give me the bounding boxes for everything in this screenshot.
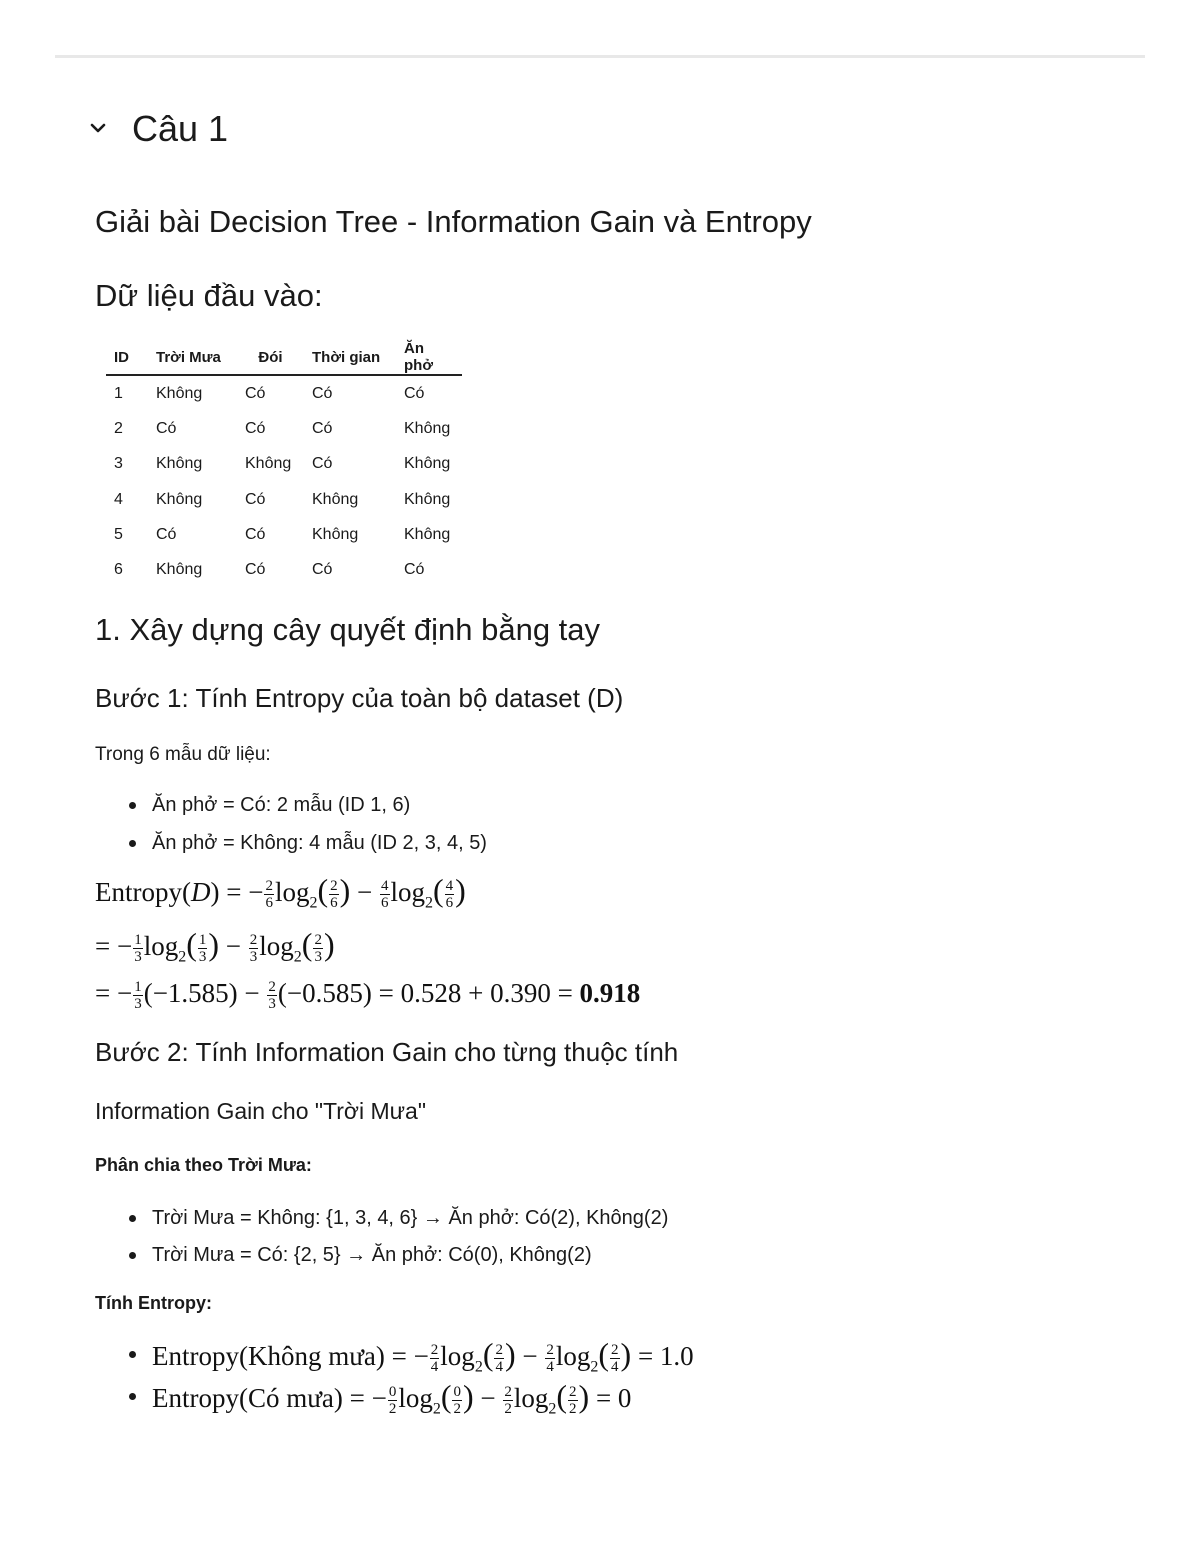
subset-entropy-list xyxy=(95,1332,694,1416)
split-label: Phân chia theo Trời Mưa: xyxy=(95,1155,312,1175)
table-cell: Không xyxy=(404,490,451,508)
table-cell: Không xyxy=(156,384,203,402)
step2-heading: Bước 2: Tính Information Gain cho từng thuộc tính xyxy=(95,1037,679,1067)
table-cell: Có xyxy=(312,455,333,473)
step1-heading: Bước 1: Tính Entropy của toàn bộ dataset (D) xyxy=(95,683,624,713)
table-cell: Có xyxy=(245,561,266,579)
top-divider xyxy=(55,55,1145,58)
table-cell: Có xyxy=(245,490,266,508)
list-item: Entropy(Không mưa) = − $\frac{2}{4}$ $\log_2$( $\frac{2}{4}$ ) − $\frac{2}{4}$ $\log_2$( $\frac{2}{4}$ ) = 1.0 xyxy=(95,1332,694,1374)
table-cell: Không xyxy=(404,525,451,543)
table-row xyxy=(106,375,462,411)
table-cell: 3 xyxy=(114,455,123,473)
col-header-id: ID xyxy=(106,340,148,375)
table-cell: Có xyxy=(156,419,177,437)
table-cell: Không xyxy=(312,525,359,543)
table-row xyxy=(106,447,462,482)
step1-intro: Trong 6 mẫu dữ liệu: xyxy=(95,744,271,765)
list-item: Trời Mưa = Có: {2, 5} → Ăn phở: Có(0), Không(2) xyxy=(95,1240,668,1277)
entropy-formula-line-2: = − $\frac{1}{3}$ $\log_2$( $\frac{1}{3}$ ) − $\frac{2}{3}$ $\log_2$( $\frac{2}{3}$ ) xyxy=(95,926,335,966)
table-row xyxy=(106,517,462,552)
table-cell: Không xyxy=(156,490,203,508)
table-cell: 6 xyxy=(114,561,123,579)
table-cell: 2 xyxy=(114,419,123,437)
table-row xyxy=(106,482,462,517)
table-cell: 4 xyxy=(114,490,123,508)
table-cell: Không xyxy=(156,455,203,473)
table-cell: 1 xyxy=(114,384,123,402)
table-cell: Có xyxy=(312,419,333,437)
data-table xyxy=(106,340,462,588)
build-tree-heading: 1. Xây dựng cây quyết định bằng tay xyxy=(95,612,601,647)
split-list xyxy=(95,1203,668,1277)
table-cell: Không xyxy=(156,561,203,579)
chevron-down-icon[interactable] xyxy=(88,118,108,138)
main-heading: Giải bài Decision Tree - Information Gain và Entropy xyxy=(95,204,812,239)
table-cell: Có xyxy=(404,384,425,402)
table-cell: Có xyxy=(245,419,266,437)
table-cell: Có xyxy=(404,561,425,579)
ig-rain-heading: Information Gain cho "Trời Mưa" xyxy=(95,1098,427,1124)
list-item: Ăn phở = Không: 4 mẫu (ID 2, 3, 4, 5) xyxy=(95,828,487,866)
list-item: Ăn phở = Có: 2 mẫu (ID 1, 6) xyxy=(95,790,487,828)
table-cell: 5 xyxy=(114,525,123,543)
input-data-heading: Dữ liệu đầu vào: xyxy=(95,278,323,313)
col-header-rain: Trời Mưa xyxy=(148,340,237,375)
table-header-row xyxy=(106,340,462,375)
table-row xyxy=(106,552,462,587)
table-cell: Có xyxy=(312,561,333,579)
entropy-formula-line-1: Entropy(D) = − $\frac{2}{6}$ $\log_2$( $\frac{2}{6}$ ) − $\frac{4}{6}$ $\log_2$( $\frac{4}{6}$ ) xyxy=(95,872,466,912)
table-cell: Không xyxy=(404,419,451,437)
table-cell: Không xyxy=(245,455,292,473)
entropy-formula-line-3: = − $\frac{1}{3}$ (−1.585) − $\frac{2}{3}$ (−0.585) = 0.528 + 0.390 = 0.918 xyxy=(95,978,641,1013)
table-cell: Có xyxy=(312,384,333,402)
list-item: Trời Mưa = Không: {1, 3, 4, 6} → Ăn phở: Có(2), Không(2) xyxy=(95,1203,668,1240)
table-cell: Có xyxy=(156,525,177,543)
table-cell: Không xyxy=(404,455,451,473)
col-header-pho: Ăn phở xyxy=(396,340,462,375)
entropy-label: Tính Entropy: xyxy=(95,1293,212,1313)
entropy-result: 0.918 xyxy=(579,978,641,1008)
list-item: Entropy(Có mưa) = − $\frac{0}{2}$ $\log_2$( $\frac{0}{2}$ ) − $\frac{2}{2}$ $\log_2$( $\frac{2}{2}$ ) = 0 xyxy=(95,1374,694,1416)
table-cell: Không xyxy=(312,490,359,508)
class-count-list xyxy=(95,790,487,866)
col-header-time: Thời gian xyxy=(304,340,396,375)
section-title[interactable]: Câu 1 xyxy=(132,108,229,149)
col-header-hungry: Đói xyxy=(237,340,304,375)
table-row xyxy=(106,411,462,446)
table-cell: Có xyxy=(245,525,266,543)
table-cell: Có xyxy=(245,384,266,402)
